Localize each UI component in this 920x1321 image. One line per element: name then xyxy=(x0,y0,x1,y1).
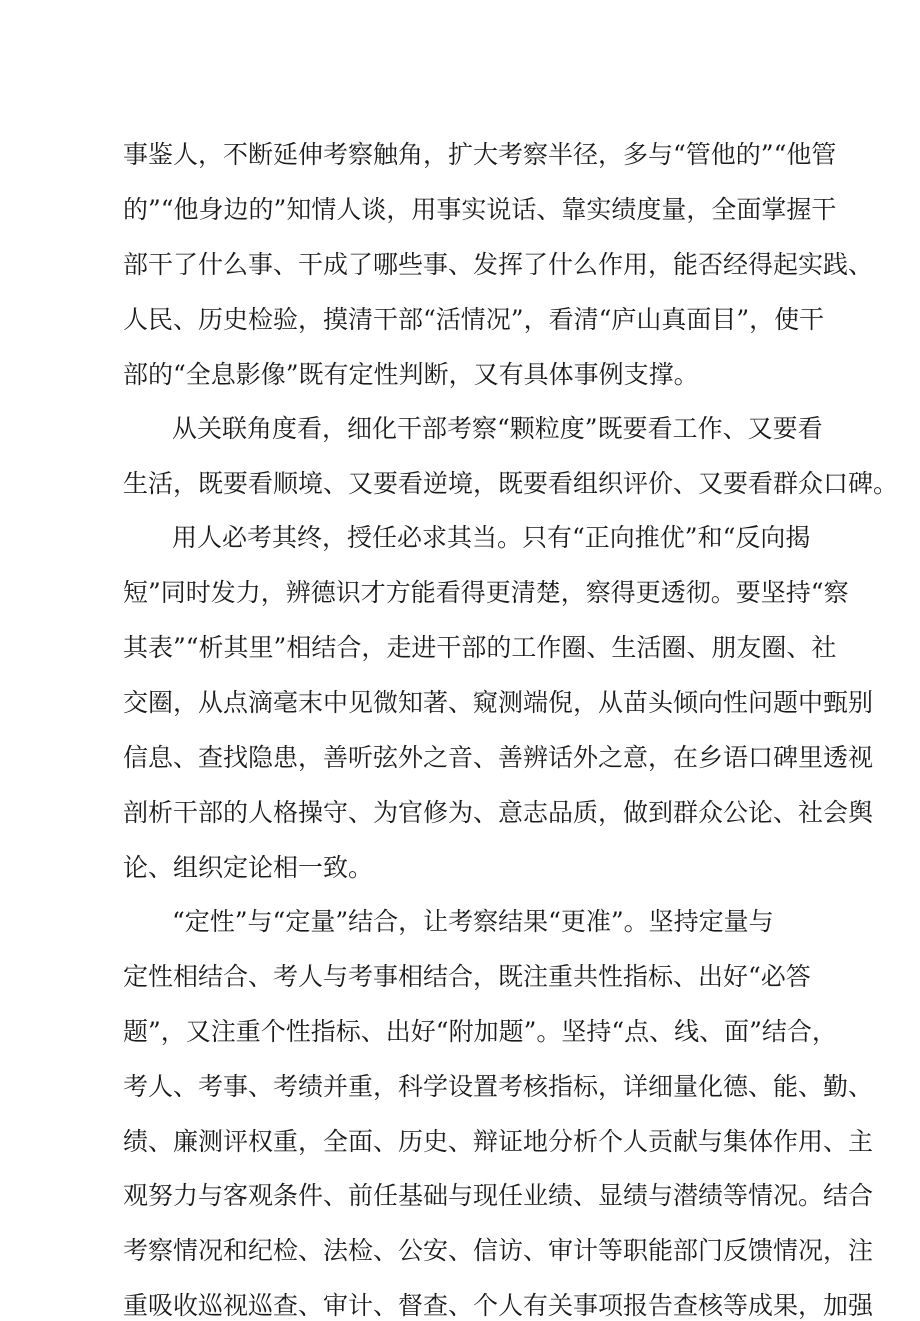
text-line: 事鉴人，不断延伸考察触角，扩大考察半径，多与“管他的”“他管 xyxy=(123,140,837,169)
text-line: 生活，既要看顺境、又要看逆境，既要看组织评价、又要看群众口碑。 xyxy=(123,469,899,498)
text-line: 论、组织定论相一致。 xyxy=(123,853,374,882)
text-line: 重吸收巡视巡查、审计、督查、个人有关事项报告查核等成果，加强 xyxy=(123,1291,874,1320)
text-line: 的”“他身边的”知情人谈，用事实说话、靠实绩度量，全面掌握干 xyxy=(123,195,837,224)
text-line: 交圈，从点滴毫末中见微知著、窥测端倪，从苗头倾向性问题中甄别 xyxy=(123,688,874,717)
text-line: 考人、考事、考绩并重，科学设置考核指标，详细量化德、能、勤、 xyxy=(123,1072,874,1101)
text-line: 题”，又注重个性指标、出好“附加题”。坚持“点、线、面”结合， xyxy=(123,1017,837,1046)
text-line: 人民、历史检验，摸清干部“活情况”，看清“庐山真面目”，使干 xyxy=(123,305,825,334)
text-line: 短”同时发力，辨德识才方能看得更清楚，察得更透彻。要坚持“察 xyxy=(123,578,849,607)
text-line: 部的“全息影像”既有定性判断，又有具体事例支撑。 xyxy=(123,360,699,389)
paragraph-first-line: 从关联角度看，细化干部考察“颗粒度”既要看工作、又要看 xyxy=(172,414,823,443)
text-line: 部干了什么事、干成了哪些事、发挥了什么作用，能否经得起实践、 xyxy=(123,250,874,279)
paragraph-first-line: “定性”与“定量”结合，让考察结果“更准”。坚持定量与 xyxy=(172,907,774,936)
text-line: 观努力与客观条件、前任基础与现任业绩、显绩与潜绩等情况。结合 xyxy=(123,1181,874,1210)
text-line: 考察情况和纪检、法检、公安、信访、审计等职能部门反馈情况，注 xyxy=(123,1236,874,1265)
text-line: 剖析干部的人格操守、为官修为、意志品质，做到群众公论、社会舆 xyxy=(123,798,874,827)
text-line: 定性相结合、考人与考事相结合，既注重共性指标、出好“必答 xyxy=(123,962,811,991)
text-line: 绩、廉测评权重，全面、历史、辩证地分析个人贡献与集体作用、主 xyxy=(123,1127,874,1156)
text-line: 信息、查找隐患，善听弦外之音、善辨话外之意，在乡语口碑里透视 xyxy=(123,743,874,772)
paragraph-first-line: 用人必考其终，授任必求其当。只有“正向推优”和“反向揭 xyxy=(172,523,811,552)
text-line: 其表”“析其里”相结合，走进干部的工作圈、生活圈、朋友圈、社 xyxy=(123,633,837,662)
